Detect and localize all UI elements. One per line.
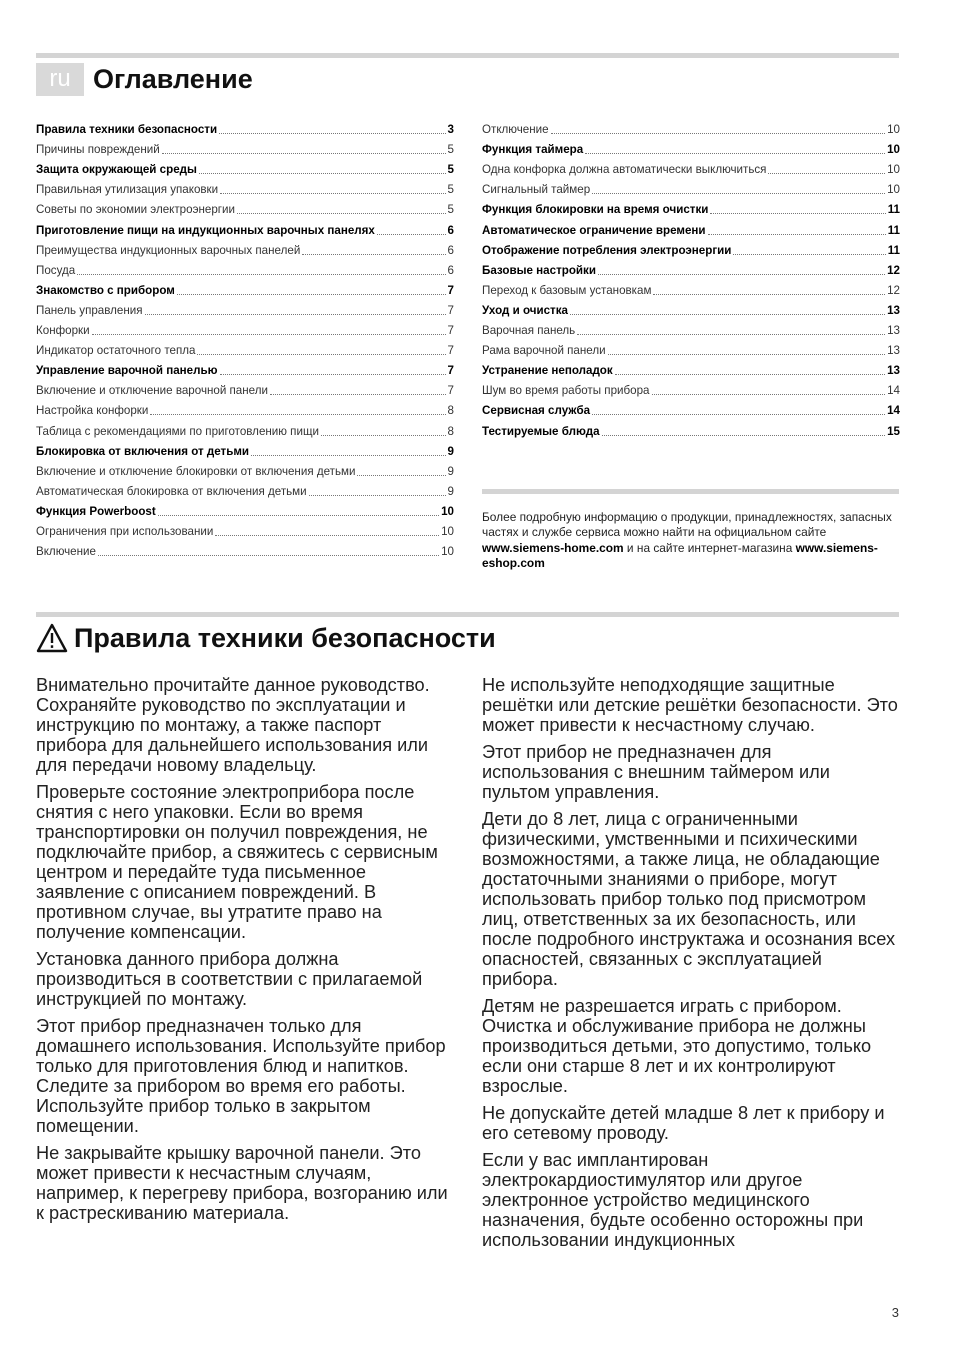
toc-entry-page: 13 (887, 344, 900, 358)
safety-paragraph: Проверьте состояние электроприбора после снятия с него упаковки. Если во время транспортировки он получил повреждения, не подключайте прибор, а свяжитесь с сервисным центром и передайте туда письменное заявление с описанием повреждений. В противном случае, вы утратите право на получение компенсации. (36, 782, 438, 942)
safety-left-column (36, 675, 456, 1230)
toc-entry-title: Посуда (36, 263, 76, 277)
safety-right-column (482, 675, 902, 1257)
toc-entry[interactable] (36, 519, 454, 539)
toc-entry-title: Базовые настройки (482, 263, 596, 277)
toc-leader-dots (357, 475, 445, 476)
safety-title: Правила техники безопасности (74, 622, 496, 653)
more-info-note (482, 510, 902, 571)
toc-entry-page: 10 (887, 163, 900, 177)
toc-entry-title: Отключение (482, 123, 549, 137)
page-title: Оглавление (93, 63, 253, 94)
toc-entry-title: Автоматическое ограничение времени (482, 223, 706, 237)
safety-paragraph: Этот прибор предназначен только для домашнего использования. Используйте прибор только для приготовления блюд и напитков. Следите за прибором во время его работы. Используйте прибор только в закрытом помещении. (36, 1016, 446, 1136)
toc-entry-page: 10 (887, 143, 900, 157)
toc-leader-dots (77, 274, 445, 275)
toc-entry[interactable] (482, 338, 900, 358)
toc-entry-page: 3 (447, 123, 454, 137)
toc-entry[interactable] (36, 137, 454, 157)
toc-entry-title: Таблица с рекомендациями по приготовлению пищи (36, 424, 319, 438)
language-badge: ru (36, 63, 84, 96)
toc-entry-title: Управление варочной панелью (36, 364, 218, 378)
toc-entry-title: Функция блокировки на время очистки (482, 203, 709, 217)
toc-entry-page: 13 (887, 303, 900, 317)
toc-entry[interactable] (482, 137, 900, 157)
toc-leader-dots (652, 394, 886, 395)
toc-entry-title: Настройка конфорки (36, 404, 149, 418)
page-number: 3 (891, 1305, 899, 1320)
toc-entry-title: Преимущества индукционных варочных панелей (36, 243, 301, 257)
toc-leader-dots (158, 515, 439, 516)
toc-entry[interactable] (36, 398, 454, 418)
link-siemens-eshop[interactable]: www.siemens-eshop.com (482, 540, 878, 570)
toc-entry-title: Сигнальный таймер (482, 183, 591, 197)
toc-entry[interactable] (482, 177, 900, 197)
toc-entry-page: 7 (447, 283, 454, 297)
toc-entry-page: 6 (447, 263, 454, 277)
toc-entry[interactable] (482, 378, 900, 398)
toc-entry[interactable] (36, 499, 454, 519)
safety-paragraph: Если у вас имплантирован электрокардиостимулятор или другое электронное устройство медицинского назначения, будьте особенно осторожны при использовании индукционных (482, 1150, 864, 1250)
toc-entry[interactable] (36, 298, 454, 318)
toc-entry-page: 10 (441, 524, 454, 538)
toc-leader-dots (162, 153, 446, 154)
top-rule (36, 53, 899, 58)
toc-leader-dots (598, 274, 885, 275)
toc-entry-title: Включение и отключение блокировки от включения детьми (36, 464, 356, 478)
toc-leader-dots (570, 314, 885, 315)
toc-entry-page: 10 (887, 183, 900, 197)
toc-leader-dots (220, 374, 446, 375)
toc-left-column (36, 117, 454, 559)
toc-leader-dots (321, 435, 446, 436)
toc-entry[interactable] (36, 157, 454, 177)
toc-leader-dots (710, 213, 885, 214)
toc-leader-dots (768, 173, 885, 174)
toc-header (36, 62, 253, 96)
toc-entry[interactable] (36, 418, 454, 438)
toc-entry[interactable] (482, 197, 900, 217)
toc-entry-title: Тестируемые блюда (482, 424, 600, 438)
toc-entry-page: 5 (447, 163, 454, 177)
toc-entry-title: Одна конфорка должна автоматически выключиться (482, 163, 767, 177)
toc-leader-dots (577, 334, 885, 335)
toc-entry-page: 9 (447, 464, 454, 478)
toc-entry-title: Блокировка от включения от детьми (36, 444, 250, 458)
toc-entry-page: 13 (887, 324, 900, 338)
toc-entry[interactable] (482, 117, 900, 137)
toc-entry-page: 10 (887, 123, 900, 137)
toc-entry[interactable] (482, 278, 900, 298)
toc-entry[interactable] (36, 318, 454, 338)
toc-leader-dots (145, 314, 446, 315)
toc-entry-title: Автоматическая блокировка от включения детьми (36, 484, 307, 498)
toc-entry-title: Рама варочной панели (482, 344, 606, 358)
link-siemens-home[interactable]: www.siemens-home.com (482, 540, 624, 555)
toc-entry[interactable] (36, 217, 454, 237)
toc-entry[interactable] (36, 459, 454, 479)
toc-entry-page: 11 (887, 203, 900, 217)
toc-entry-page: 12 (887, 263, 900, 277)
toc-entry-title: Ограничения при использовании (36, 524, 214, 538)
warning-triangle-icon (36, 623, 68, 653)
toc-entry-title: Устранение неполадок (482, 364, 613, 378)
toc-entry-page: 11 (887, 223, 900, 237)
toc-entry-title: Варочная панель (482, 324, 576, 338)
toc-entry[interactable] (482, 318, 900, 338)
toc-entry[interactable] (482, 258, 900, 278)
toc-leader-dots (92, 334, 446, 335)
note-text-1: Более подробную информацию о продукции, принадлежностях, запасных частях и службе сервиса можно найти на официальном сайте (482, 510, 892, 540)
safety-paragraph: Детям не разрешается играть с прибором. Очистка и обслуживание прибора не должны производиться детьми, это допустимо, только если они старше 8 лет и их контролируют взрослые. (482, 996, 872, 1096)
toc-leader-dots (551, 133, 886, 134)
toc-entry-title: Функция Powerboost (36, 504, 156, 518)
toc-entry-page: 10 (441, 545, 454, 559)
toc-entry-title: Правильная утилизация упаковки (36, 183, 219, 197)
note-text-2: и на сайте интернет-магазина (623, 540, 796, 555)
toc-entry-page: 7 (447, 384, 454, 398)
toc-entry-title: Приготовление пищи на индукционных варочных панелях (36, 223, 375, 237)
toc-leader-dots (708, 234, 886, 235)
toc-entry[interactable] (482, 398, 900, 418)
toc-entry-page: 9 (447, 484, 454, 498)
toc-leader-dots (150, 414, 445, 415)
toc-leader-dots (309, 495, 446, 496)
toc-entry-page: 6 (447, 243, 454, 257)
toc-entry-page: 8 (447, 424, 454, 438)
toc-entry-title: Советы по экономии электроэнергии (36, 203, 235, 217)
toc-entry[interactable] (36, 479, 454, 499)
toc-leader-dots (592, 414, 885, 415)
toc-entry[interactable] (36, 378, 454, 398)
toc-entry[interactable] (482, 298, 900, 318)
toc-leader-dots (197, 354, 445, 355)
toc-entry[interactable] (36, 258, 454, 278)
toc-entry[interactable] (36, 358, 454, 378)
toc-entry-title: Уход и очистка (482, 303, 568, 317)
toc-entry-page: 7 (447, 324, 454, 338)
toc-entry-title: Функция таймера (482, 143, 584, 157)
toc-leader-dots (592, 193, 885, 194)
toc-entry-page: 5 (447, 143, 454, 157)
toc-entry-title: Причины повреждений (36, 143, 160, 157)
toc-entry[interactable] (36, 117, 454, 137)
toc-leader-dots (220, 193, 445, 194)
toc-entry-title: Панель управления (36, 303, 143, 317)
toc-entry[interactable] (36, 238, 454, 258)
toc-leader-dots (199, 173, 446, 174)
safety-paragraph: Внимательно прочитайте данное руководство. Сохраняйте руководство по эксплуатации и инструкцию по монтажу, а также паспорт прибора для дальнейшего использования или для передачи новому владельцу. (36, 675, 430, 775)
toc-entry[interactable] (482, 217, 900, 237)
toc-leader-dots (602, 435, 886, 436)
note-rule (482, 489, 899, 494)
toc-entry-page: 9 (447, 444, 454, 458)
toc-entry[interactable] (36, 177, 454, 197)
toc-entry-page: 8 (447, 404, 454, 418)
toc-entry-page: 7 (447, 344, 454, 358)
safety-paragraph: Дети до 8 лет, лица с ограниченными физическими, умственными и психическими возможностями, а также лица, не обладающие достаточными знаниями о приборе, могут использовать прибор только под присмотром лиц, ответственных за их безопасность, или после подробного инструктажа и осознания всех опасностей, связанных с эксплуатацией прибора. (482, 809, 896, 989)
toc-leader-dots (608, 354, 886, 355)
toc-leader-dots (377, 234, 446, 235)
toc-leader-dots (653, 294, 885, 295)
toc-entry-title: Индикатор остаточного тепла (36, 344, 196, 358)
toc-leader-dots (733, 254, 885, 255)
toc-leader-dots (302, 254, 445, 255)
toc-entry-title: Отображение потребления электроэнергии (482, 243, 732, 257)
toc-entry[interactable] (482, 157, 900, 177)
toc-entry-title: Шум во время работы прибора (482, 384, 650, 398)
safety-paragraph: Этот прибор не предназначен для использования с внешним таймером или пультом управления. (482, 742, 830, 802)
toc-entry[interactable] (482, 418, 900, 438)
safety-heading (36, 620, 496, 656)
toc-entry-page: 5 (447, 183, 454, 197)
toc-entry[interactable] (482, 238, 900, 258)
toc-entry-page: 15 (887, 424, 900, 438)
toc-entry-page: 6 (447, 223, 454, 237)
toc-entry-page: 10 (441, 504, 454, 518)
toc-leader-dots (215, 535, 439, 536)
toc-leader-dots (177, 294, 446, 295)
toc-entry-title: Сервисная служба (482, 404, 591, 418)
toc-entry[interactable] (482, 358, 900, 378)
toc-entry[interactable] (36, 439, 454, 459)
section-rule (36, 612, 899, 617)
toc-entry-title: Конфорки (36, 324, 90, 338)
toc-entry-title: Включение и отключение варочной панели (36, 384, 268, 398)
toc-entry-page: 13 (887, 364, 900, 378)
toc-entry[interactable] (36, 197, 454, 217)
toc-leader-dots (219, 133, 445, 134)
safety-paragraph: Не допускайте детей младше 8 лет к прибору и его сетевому проводу. (482, 1103, 885, 1143)
toc-entry[interactable] (36, 338, 454, 358)
toc-entry-page: 14 (887, 404, 900, 418)
toc-entry-page: 7 (447, 364, 454, 378)
toc-entry[interactable] (36, 539, 454, 559)
toc-entry-page: 14 (887, 384, 900, 398)
toc-leader-dots (585, 153, 885, 154)
toc-entry-title: Защита окружающей среды (36, 163, 197, 177)
toc-entry-page: 11 (887, 243, 900, 257)
safety-paragraph: Не закрывайте крышку варочной панели. Это может привести к несчастным случаям, например, к перегреву прибора, возгоранию или к растрескиванию материала. (36, 1143, 448, 1223)
safety-paragraph: Установка данного прибора должна производиться в соответствии с прилагаемой инструкцией по монтажу. (36, 949, 423, 1009)
toc-leader-dots (98, 555, 439, 556)
toc-entry-page: 5 (447, 203, 454, 217)
toc-entry-page: 12 (887, 283, 900, 297)
toc-leader-dots (615, 374, 885, 375)
toc-entry-title: Включение (36, 545, 96, 559)
toc-entry-title: Правила техники безопасности (36, 123, 218, 137)
toc-leader-dots (251, 455, 445, 456)
toc-right-column (482, 117, 900, 439)
safety-paragraph: Не используйте неподходящие защитные решётки или детские решётки безопасности. Это может привести к несчастному случаю. (482, 675, 898, 735)
toc-leader-dots (237, 213, 446, 214)
toc-entry-title: Переход к базовым установкам (482, 283, 652, 297)
toc-entry-page: 7 (447, 303, 454, 317)
toc-entry-title: Знакомство с прибором (36, 283, 175, 297)
toc-entry[interactable] (36, 278, 454, 298)
toc-leader-dots (270, 394, 446, 395)
